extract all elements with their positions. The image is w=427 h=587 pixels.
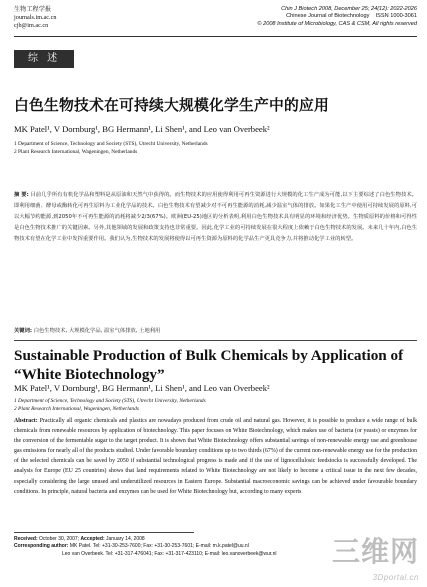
english-abstract	[14, 416, 417, 497]
corresponding-text: MK Patel. Tel: +31-30-253-7600; Fax: +31-30-253-7601; E-mail: m.k.patel@uu.nl	[69, 543, 249, 550]
journal-url: journals.im.ac.cn	[14, 14, 57, 21]
issn: ISSN 1000-3061	[375, 13, 417, 20]
english-affiliation-1: 1 Department of Science, Technology and Society (STS), Utrecht University, Netherlands	[14, 398, 206, 404]
chinese-affiliation-2: 2 Plant Research International, Wageningen, Netherlands	[14, 149, 138, 155]
english-title: Sustainable Production of Bulk Chemicals by Application of “White Biotechnology”	[14, 347, 404, 383]
section-divider	[14, 340, 417, 341]
english-abstract-text: Practically all organic chemicals and plastics are nowadays produced from crude oil and natural gas. However, it is possible to produce a wide range of bulk chemicals from renewable resources by application of biotechnology. This paper focuses on White Biotechnology, which makes use of bacteria (or yeasts) or enzymes for the conversion of the fermentable sugar to the target product. It is shown that White Biotechnology offers substantial savings of non-renewable energy use and greenhouse gas emissions for nearly all of the products studied. Under favorable boundary conditions up to two thirds (67%) of the current non-renewable energy use for the production of the selected chemicals can be saved by 2050 if substantial technological progress is made and if the use of lignocellulosic feedstocks is successfully developed. The analysis for Europe (EU 25 countries) shows that land requirements related to White Biotechnology are not likely to become a critical issue in the next few decades, especially considering the large unused and underutilized resources in Eastern Europe. Substantial macroeconomic savings can be achieved under favourable boundary conditions. In principle, natural bacteria and enzymes can be used for White Biotechnology but, according to many experts	[14, 418, 417, 495]
chinese-abstract-label: 摘 要:	[14, 192, 29, 198]
received-label: Received:	[14, 536, 38, 542]
corresponding-label: Corresponding author:	[14, 543, 69, 550]
section-label: 综 述	[14, 50, 74, 68]
received-date: October 30, 2007;	[39, 536, 80, 542]
english-authors: MK Patel¹, V Dornburg¹, BG Hermann¹, Li Shen¹, and Leo van Overbeek²	[14, 383, 270, 393]
journal-header-right	[257, 6, 417, 28]
chinese-affiliation-1: 1 Department of Science, Technology and Society (STS), Utrecht University, Netherlands	[14, 141, 208, 147]
second-author-line: Leo van Overbeek. Tel: +31-317-476041; Fax: +31-317-423110; E-mail: leo.vanoverbeek@wur.nl	[62, 550, 277, 557]
journal-header-left	[14, 6, 56, 30]
english-affiliation-2: 2 Plant Research International, Wageningen, Netherlands	[14, 406, 139, 412]
chinese-abstract-text: 目前几乎所有有机化学品和塑料是从原油和天然气中获得的。而生物技术的应用使得利用可再生资源进行大规模的化工生产成为可能,以下主要综述了白色生物技术。即利用细菌、酵母或酶转化可再生原料为工业化学品的技术。白色生物技术有望减少对不可再生能源的消耗,减少温室气体的排放。如果化工生产中使用可持续发展的原料,可以大幅节约能源,到2050年不可再生能源的消耗将减少2/3(67%)。欧洲(EU-25)地区的分析表明,利用白色生物技术具有明显的环境和经济优势。生物质原料的价格和可得性是白色生物技术推广的关键因素。另外,其他领域的发展和政策支持也非常重要。因此,化学工业的可持续发展在很大程度上依赖于白色生物技术的发展。未来几十年内,白色生物技术有望在化学工业中发挥重要作用。我们认为,生物技术的发展将使得以可再生资源为原料的化学品生产更具竞争力,并将推动化学工业的转型。	[14, 192, 417, 243]
journal-name-en-line	[257, 13, 417, 20]
chinese-title: 白色生物技术在可持续大规模化学生产中的应用	[14, 97, 329, 114]
corresponding-line	[14, 543, 276, 550]
accepted-label: Accepted:	[80, 536, 105, 542]
chinese-abstract	[14, 190, 417, 245]
english-abstract-label: Abstract:	[14, 418, 38, 424]
accepted-date: January 14, 2008	[106, 536, 145, 542]
footnote	[14, 536, 276, 558]
watermark-text: 三维网	[331, 535, 419, 568]
watermark-url: 3Dportal.cn	[372, 573, 419, 582]
chinese-keywords-label: 关键词:	[14, 328, 33, 334]
received-line	[14, 536, 276, 543]
header-divider	[14, 36, 417, 37]
journal-email: cjb@im.ac.cn	[14, 22, 49, 29]
citation: Chin J Biotech 2008, December 25; 24(12): 2022-2026	[281, 6, 417, 12]
journal-name-cn: 生物工程学报	[14, 6, 52, 13]
journal-name-en: Chinese Journal of Biotechnology	[286, 13, 370, 20]
footnote-divider	[14, 532, 194, 533]
copyright: © 2008 Institute of Microbiology, CAS & CSM, All rights reserved	[257, 20, 417, 27]
watermark	[311, 530, 419, 582]
chinese-keywords-text: 白色生物技术, 大规模化学品, 温室气体排放, 土地利用	[33, 328, 161, 334]
chinese-keywords	[14, 326, 160, 334]
chinese-authors: MK Patel¹, V Dornburg¹, BG Hermann¹, Li Shen¹, and Leo van Overbeek²	[14, 124, 270, 134]
